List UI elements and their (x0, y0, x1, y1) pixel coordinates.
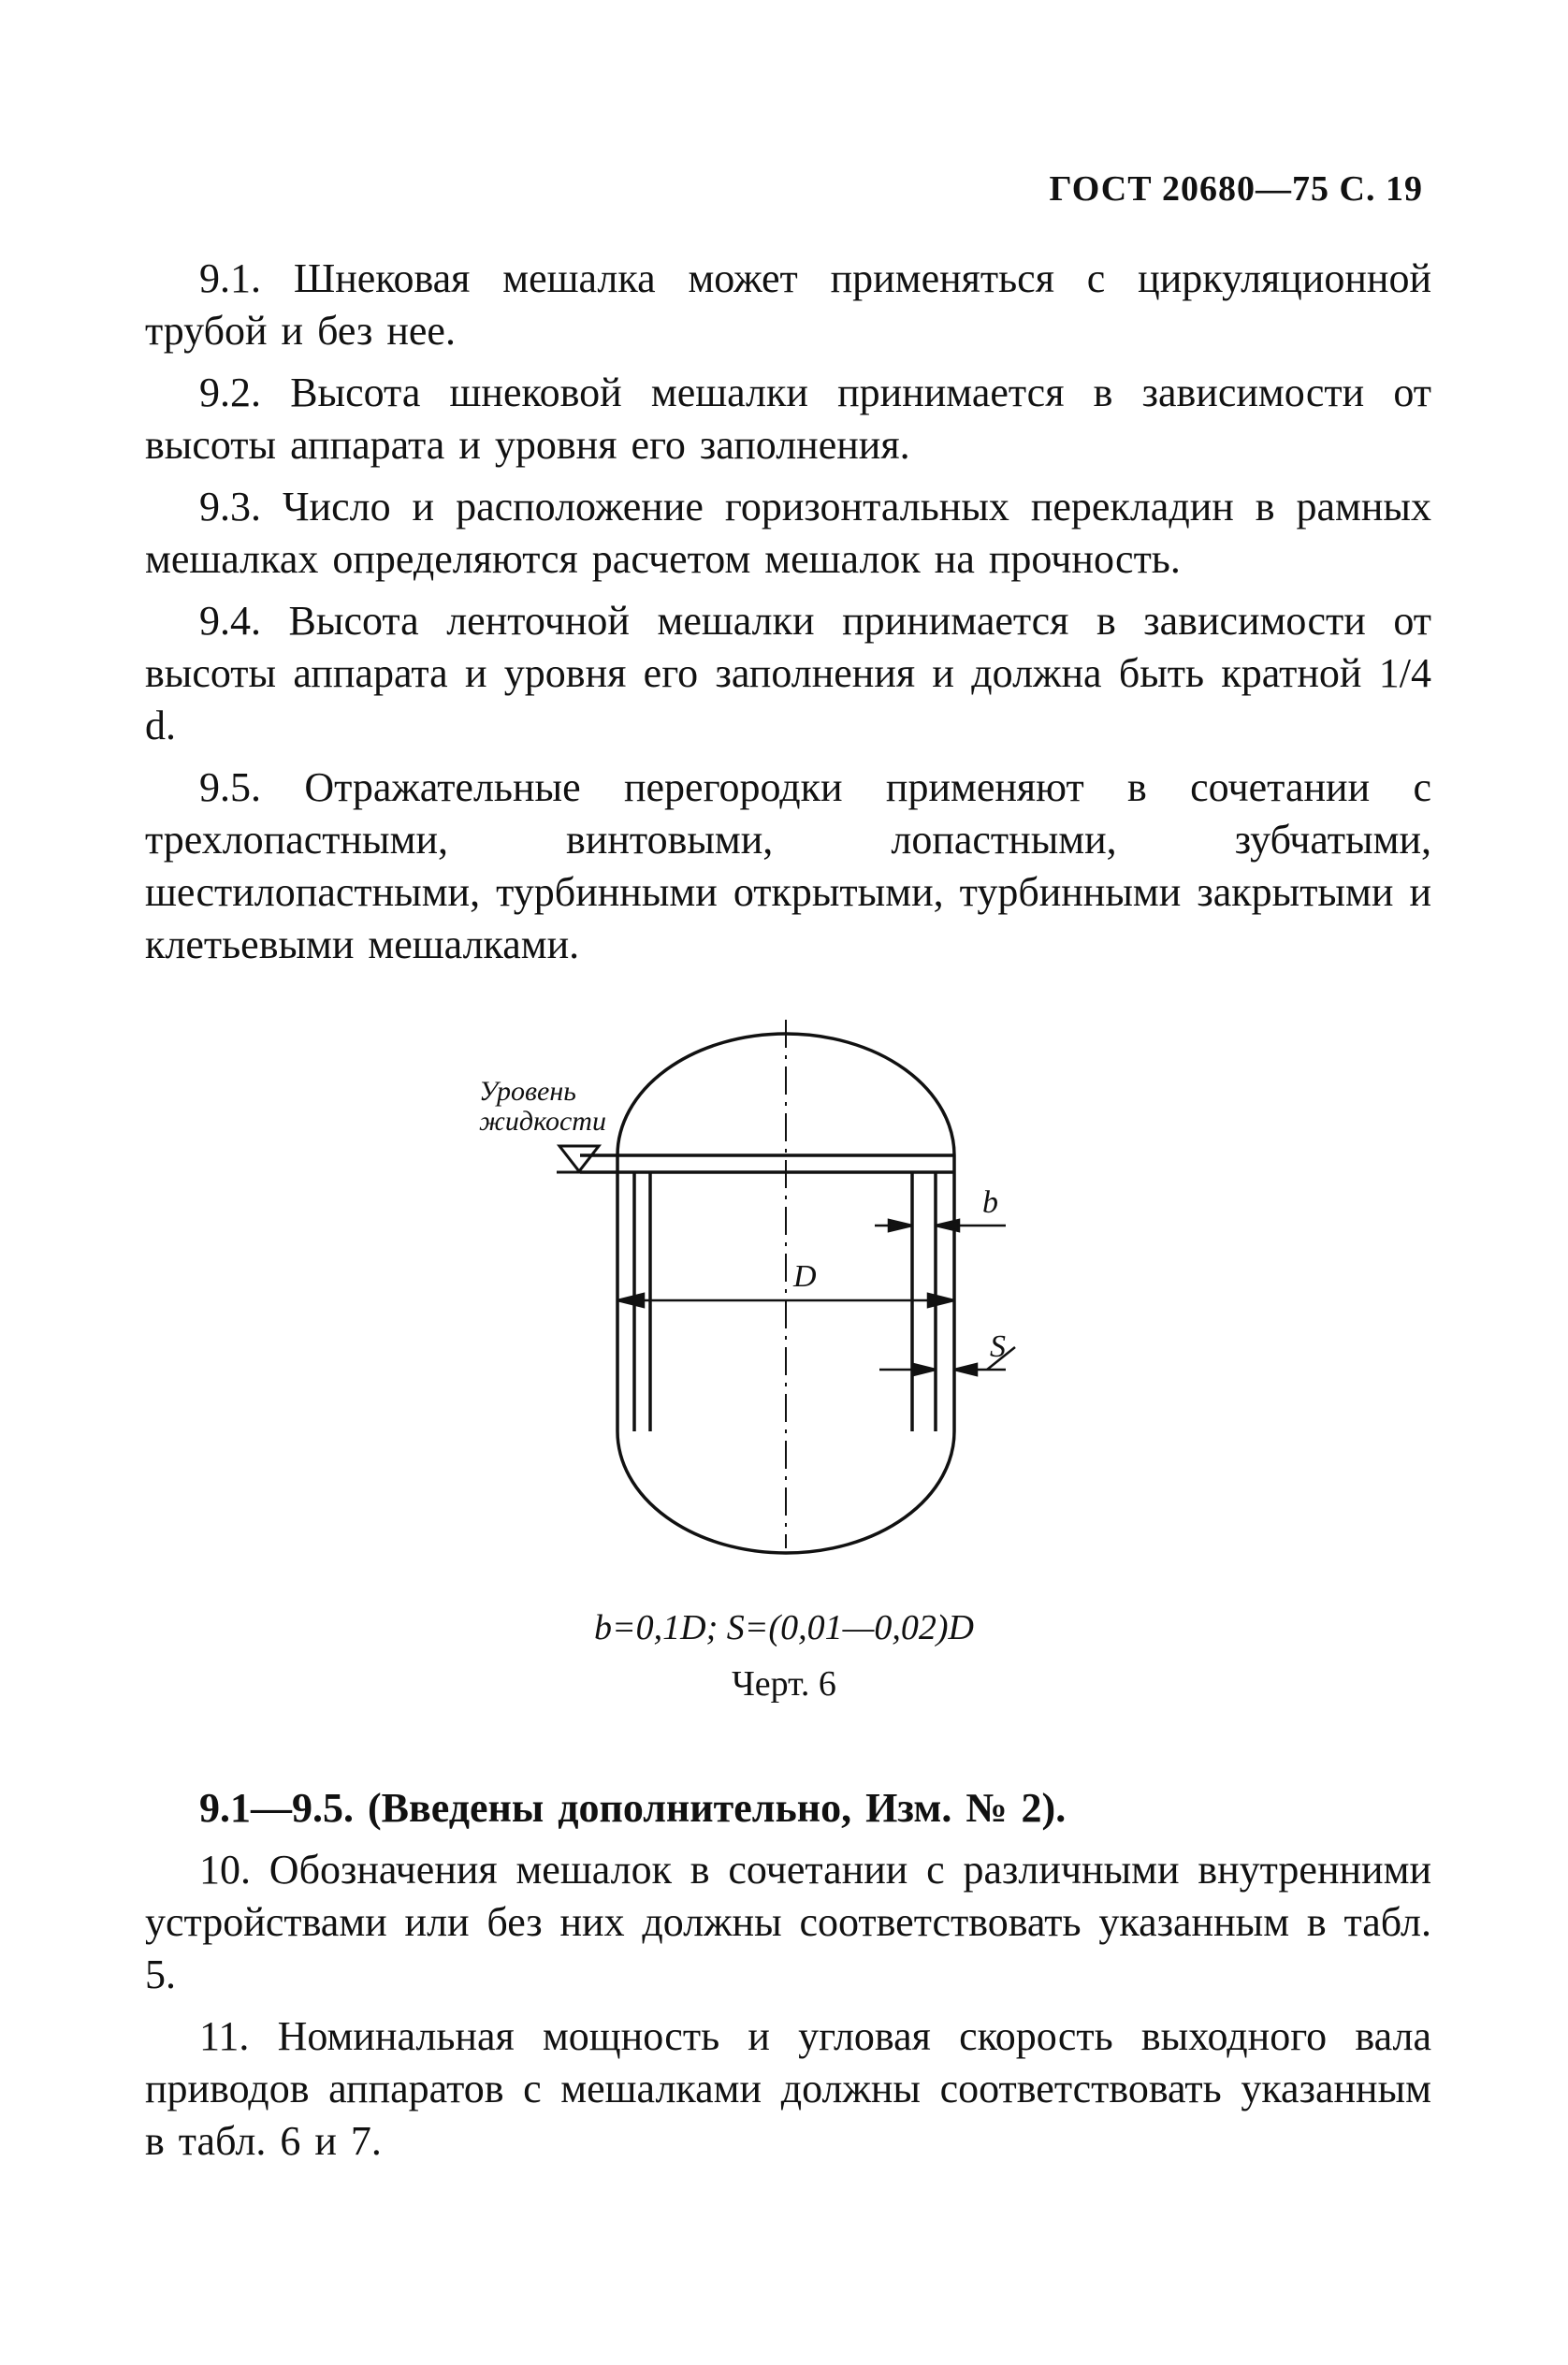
dim-D-label: D (793, 1259, 817, 1294)
amendment-note: 9.1—9.5. (Введены дополнительно, Изм. № 2). (199, 1785, 1067, 1831)
paragraph-9-5: 9.5. Отражательные перегородки применяют в сочетании с трехлопастными, винтовыми, лопастными, зубчатыми, шестилопастными, турбинными открытыми, турбинными закрытыми и клетьевыми мешалками. (145, 764, 1431, 967)
text-block-bottom (145, 1782, 1431, 2177)
page-header: ГОСТ 20680—75 С. 19 (1049, 169, 1423, 209)
paragraph-11: 11. Номинальная мощность и угловая скорость выходного вала приводов аппаратов с мешалками должны соответствовать указанным в табл. 6 и 7. (145, 2013, 1431, 2164)
level-label-1: Уровень (479, 1076, 576, 1107)
dim-S-label: S (990, 1329, 1006, 1364)
paragraph-9-3: 9.3. Число и расположение горизонтальных перекладин в рамных мешалках определяются расчетом мешалок на прочность. (145, 484, 1431, 582)
dim-b-label: b (982, 1185, 998, 1220)
paragraph-9-4: 9.4. Высота ленточной мешалки принимается в зависимости от высоты аппарата и уровня его заполнения и должна быть кратной 1/4 d. (145, 598, 1431, 748)
paragraph-9-1: 9.1. Шнековая мешалка может применяться с циркуляционной трубой и без нее. (145, 255, 1431, 354)
figure-caption: Черт. 6 (732, 1664, 836, 1704)
paragraph-10: 10. Обозначения мешалок в сочетании с различными внутренними устройствами или без них должны соответствовать указанным в табл. 5. (145, 1847, 1431, 1997)
paragraph-9-2: 9.2. Высота шнековой мешалки принимается в зависимости от высоты аппарата и уровня его заполнения. (145, 370, 1431, 468)
level-triangle-icon (559, 1146, 599, 1171)
level-label-2: жидкости (479, 1106, 606, 1137)
figure-formula: b=0,1D; S=(0,01—0,02)D (594, 1608, 974, 1647)
